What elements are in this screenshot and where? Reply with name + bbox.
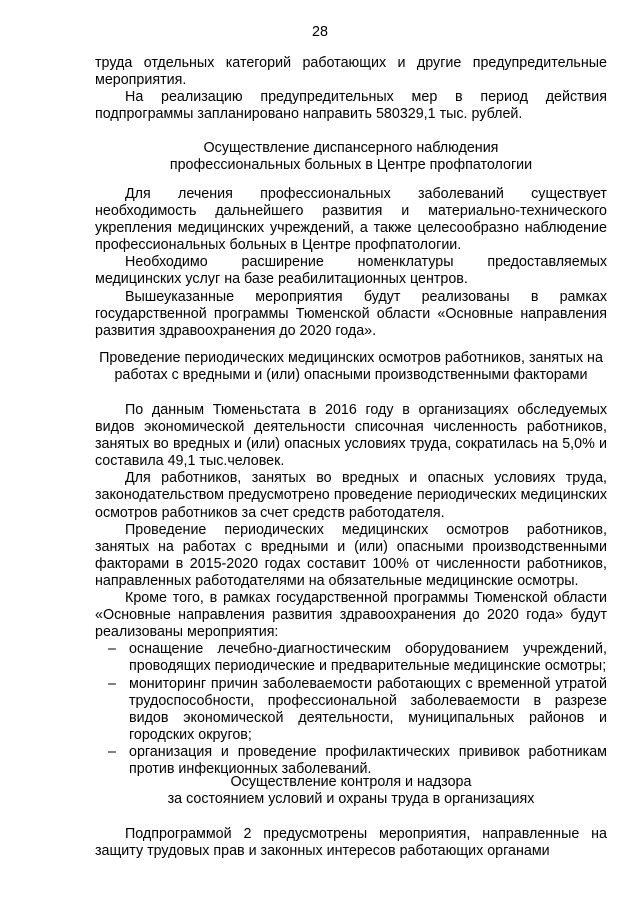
intro-paragraph: На реализацию предупредительных мер в период действия подпрограммы запланировано направить 580329,1 тыс. рублей. (95, 89, 607, 123)
heading-line: профессиональных больных в Центре профпатологии (169, 157, 533, 174)
heading-line: работах с вредными и (или) опасными производственными факторами (114, 367, 588, 384)
section-body (95, 402, 607, 778)
section-body (95, 826, 607, 860)
body-paragraph: Подпрограммой 2 предусмотрены мероприятия, направленные на защиту трудовых прав и законных интересов работающих органами (95, 826, 607, 860)
body-paragraph: Кроме того, в рамках государственной программы Тюменской области «Основные направления развития здравоохранения до 2020 года» будут реализованы мероприятия: (95, 590, 607, 641)
section-heading (95, 774, 607, 808)
intro-paragraph: труда отдельных категорий работающих и другие предупредительные мероприятия. (95, 55, 607, 89)
heading-line: Осуществление диспансерного наблюдения (203, 140, 499, 156)
bullet-dash: – (108, 675, 116, 692)
bullet-dash: – (108, 743, 116, 760)
body-paragraph: По данным Тюменьстата в 2016 году в организациях обследуемых видов экономической деятельности списочная численность работников, занятых во вредных и (или) опасных условиях труда, сократилась на 5,0% и составила 49,1 тыс.человек. (95, 402, 607, 470)
list-item (95, 676, 607, 744)
heading-line: Проведение периодических медицинских осмотров работников, занятых на (99, 350, 603, 366)
list-item-text: мониторинг причин заболеваемости работающих с временной утратой трудоспособности, профессиональной заболеваемости в разрезе видов экономической деятельности, муниципальных районов и городских округов; (129, 675, 607, 743)
body-paragraph: Проведение периодических медицинских осмотров работников, занятых на работах с вредными и (или) опасными производственными факторами в 2015-2020 годах составит 100% от численности работников, направленных работодателями на обязательные медицинские осмотры. (95, 521, 607, 589)
list-item (95, 641, 607, 675)
heading-line: Осуществление контроля и надзора (230, 774, 472, 790)
bullet-dash: – (108, 641, 116, 658)
page-number: 28 (312, 24, 328, 40)
body-paragraph: Необходимо расширение номенклатуры предоставляемых медицинских услуг на базе реабилитационных центров. (95, 254, 607, 288)
body-paragraph: Для лечения профессиональных заболеваний существует необходимость дальнейшего развития и материально-технического укрепления медицинских учреждений, а также целесообразно наблюдение профессиональных больных в Центре профпатологии. (95, 186, 607, 254)
list-item-text: оснащение лечебно-диагностическим оборудованием учреждений, проводящих периодические и предварительные медицинские осмотры; (129, 641, 607, 675)
heading-line: за состоянием условий и охраны труда в организациях (167, 791, 535, 808)
list-item-text: организация и проведение профилактических прививок работникам против инфекционных заболеваний. (129, 743, 607, 777)
section-heading (95, 350, 607, 384)
body-paragraph: Для работников, занятых во вредных и опасных условиях труда, законодательством предусмотрено проведение периодических медицинских осмотров работников за счет средств работодателя. (95, 470, 607, 521)
list-item (95, 744, 607, 778)
body-paragraph: Вышеуказанные мероприятия будут реализованы в рамках государственной программы Тюменской области «Основные направления развития здравоохранения до 2020 года». (95, 288, 607, 339)
section-heading (95, 140, 607, 174)
intro-block (95, 55, 607, 123)
section-body (95, 186, 607, 340)
